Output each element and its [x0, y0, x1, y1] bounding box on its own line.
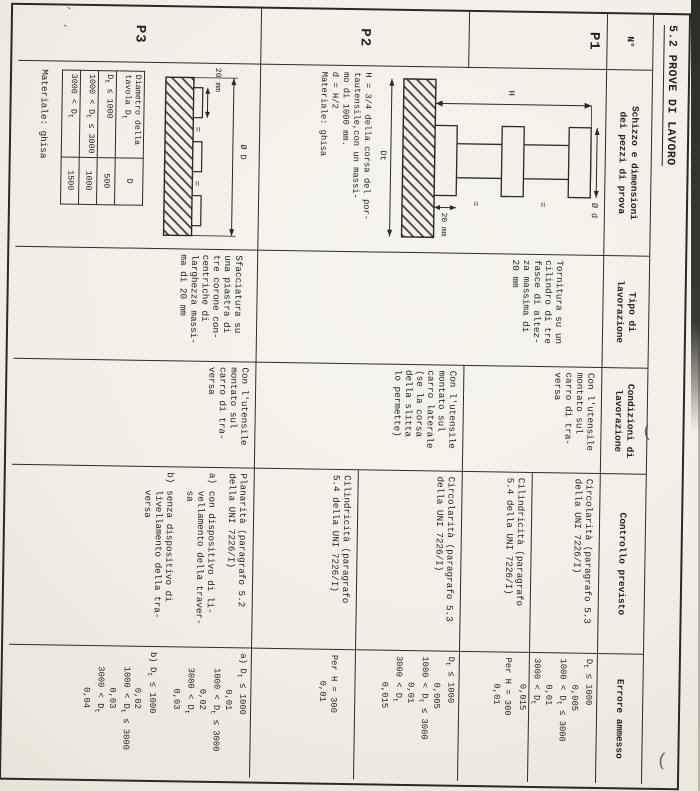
ring-1: [193, 88, 202, 118]
mini-table-cond: $1000 < D_t \le 3000$: [79, 70, 99, 157]
equal-mark: =: [470, 200, 481, 207]
error-group-a: a) $D_t \le 1000$ 0,01 $1000 < D_t \le 3000$ 0,02 $3000 < D_t$ 0,03: [171, 653, 248, 752]
error-p3-flatness: [7, 645, 251, 778]
column-header-error: Errore ammesso: [595, 654, 643, 784]
error-p2-roundness: $D_t \le 1000$ 0,005 $1000 < D_t \le 3000$ 0,01 $3000 < D_t$ 0,015: [353, 650, 459, 781]
mini-table-cond: $3000 < D_t$: [61, 70, 81, 157]
dimension-label-band-width: 20 mm: [438, 212, 448, 237]
control-p3-flatness: Planarità (paragrafo 5.2 della UNI 7226/I) a) con dispositivo di li- vellamento della traver- sa b) senza dispositivo di livellamento della tra- versa: [9, 465, 254, 649]
sketch-plate-test-piece: [15, 61, 260, 251]
condition-p1: Con l'utensile montato sul carro di tra- versa: [462, 366, 602, 474]
dimension-label-diam-d: Ø d: [588, 202, 600, 219]
dimension-label-diam-D: Ø D: [237, 144, 248, 160]
plate-section: [164, 77, 194, 235]
dimension-label-ring-width: 20 mm: [212, 67, 223, 93]
column-header-control: Controllo previsto: [597, 474, 646, 655]
collar-band-3: [434, 125, 457, 195]
error-p1-cylindricity: Per H = 300 0,01: [457, 652, 529, 782]
control-p2-cylindricity: Cilindricità (paragrafo 5.4 della UNI 7226/I): [251, 469, 358, 651]
collar-band-1: [568, 127, 591, 197]
scan-edge-shadow: [691, 0, 700, 432]
error-p2-cylindricity: Per H = 300 0,01: [249, 649, 355, 780]
column-header-sketch: Schizzo e dimensioni dei pezzi di prova: [603, 70, 652, 257]
column-header-conditions: Condizioni di lavorazione: [600, 368, 648, 475]
control-item-key: a): [206, 472, 218, 485]
work-type-p3: Sfacciatura su una piastra di tre corone con- centriche di larghezza massi- ma di 20 mm: [14, 247, 258, 363]
dimension-label-dt: Dt: [377, 150, 388, 161]
mini-table-cond: $D_t \le 1000$: [97, 71, 117, 158]
error-group-b: b) $D_t \le 1000$ 0,02 $1000 < D_t \le 3000$ 0,03 $3000 < D_t$ 0,04: [81, 651, 158, 751]
control-p1-roundness: Circolarità (paragrafo 5.3 della UNI 7226/I): [529, 473, 600, 654]
equal-mark: =: [192, 126, 203, 133]
row-label-p3: P3: [18, 5, 261, 65]
pen-mark: (: [641, 423, 653, 443]
row-label-p1: P1: [468, 12, 607, 70]
page-title: 5.2 PROVE DI LAVORO: [663, 24, 679, 166]
ring-3: [192, 196, 201, 226]
mini-table-header-left: Diametro della tavola $D_t$: [116, 71, 145, 158]
pen-mark: (: [655, 750, 669, 772]
sketch-notes: H = 3/4 della corsa del por- tautensile,con un massi- mo di 1000 mm. d = H/2 Materiale: ghisa: [317, 71, 374, 221]
material-note: Materiale: ghisa: [37, 69, 50, 159]
control-p1-cylindricity: Cilindricità (paragrafo 5.4 della UNI 7226/I): [459, 472, 532, 653]
dimension-label-h: H: [505, 90, 516, 97]
mini-table-header-right: D: [115, 157, 143, 204]
sketch-cylinder-test-piece: [257, 65, 606, 256]
row-label-p2: P2: [260, 9, 469, 68]
work-type-p1: Tornitura su un cilindro di tre fasce di altez- za massima di 20 mm: [256, 251, 604, 368]
pen-mark: ’ ’: [54, 3, 71, 32]
collar-band-2: [501, 126, 524, 196]
ring-2: [193, 142, 202, 172]
control-p2-roundness: Circolarità (paragrafo 5.3 della UNI 7226/I): [355, 470, 462, 652]
lathe-table-section: [402, 79, 436, 237]
condition-p3: Con l'utensile montato sul carro di tra- versa: [12, 359, 256, 469]
condition-p2: Con l'utensile montato sul carro laterale (se la corsa della slitta lo permette): [254, 363, 464, 472]
plate-drawing: [151, 63, 258, 251]
equal-mark: =: [191, 180, 202, 187]
table-diameter-mapping: [60, 70, 145, 206]
mini-table-value: 500: [97, 157, 116, 204]
error-p1-roundness: $D_t \le 1000$ 0,005 $1000 < D_t \le 3000$ 0,01 $3000 < D_t$ 0,015: [527, 653, 597, 783]
equal-mark: =: [536, 201, 548, 208]
cylinder-drawing: [377, 67, 604, 256]
control-item-text: con dispositivo di li- vellamento della traver- sa: [184, 490, 218, 625]
control-item-key: b): [164, 472, 176, 484]
work-tests-table: [0, 3, 691, 791]
column-header-type: Tipo di lavorazione: [601, 256, 649, 369]
control-item-text: senza dispositivo di livellamento della tra- versa: [142, 489, 176, 619]
mini-table-value: 1500: [60, 157, 79, 204]
mini-table-value: 1000: [78, 157, 97, 204]
column-header-num: N°: [606, 14, 653, 71]
